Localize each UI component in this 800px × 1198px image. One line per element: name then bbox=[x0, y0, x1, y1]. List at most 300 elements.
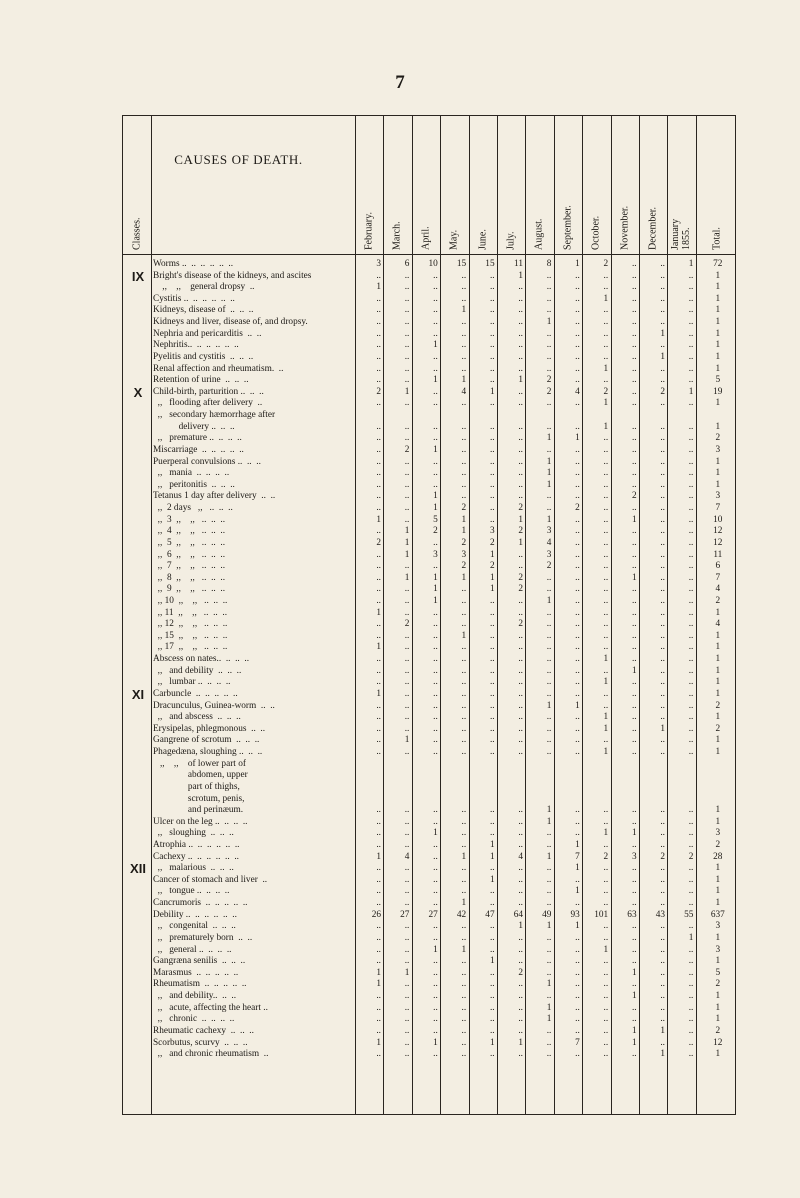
month-count: .. bbox=[688, 1002, 694, 1013]
month-count: .. bbox=[631, 747, 637, 758]
cause-of-death: ,, 9 ,, ,, .. .. .. bbox=[153, 584, 226, 595]
month-count: .. bbox=[688, 351, 694, 362]
cause-of-death: ,, prematurely born .. .. bbox=[153, 932, 253, 943]
row-total: 3 bbox=[715, 921, 721, 932]
month-count: .. bbox=[631, 363, 637, 374]
month-count: .. bbox=[489, 363, 495, 374]
month-count: 1 bbox=[603, 421, 609, 432]
month-count: .. bbox=[575, 479, 580, 490]
month-count: .. bbox=[404, 688, 410, 699]
row-total: 637 bbox=[710, 909, 725, 920]
month-count: .. bbox=[603, 886, 609, 897]
month-count: .. bbox=[660, 479, 665, 490]
month-count: 27 bbox=[428, 909, 438, 920]
month-count: .. bbox=[660, 421, 665, 432]
month-count: .. bbox=[603, 595, 609, 606]
row-total: 1 bbox=[715, 351, 721, 362]
month-count: .. bbox=[461, 468, 467, 479]
month-count: .. bbox=[603, 863, 609, 874]
month-count: .. bbox=[631, 386, 637, 397]
month-count: .. bbox=[433, 1014, 438, 1025]
month-count: .. bbox=[376, 840, 381, 850]
month-count: .. bbox=[546, 932, 552, 943]
month-count: .. bbox=[404, 840, 410, 850]
row-total: 1 bbox=[715, 421, 721, 432]
header-month: February. bbox=[363, 212, 375, 250]
month-count: 3 bbox=[631, 851, 637, 862]
month-count: .. bbox=[518, 386, 523, 397]
month-count: .. bbox=[376, 956, 381, 967]
month-count: .. bbox=[404, 723, 410, 734]
table-row bbox=[123, 468, 735, 480]
row-total: 12 bbox=[713, 537, 723, 548]
month-count: .. bbox=[575, 712, 580, 723]
month-count: .. bbox=[404, 317, 410, 328]
month-count: .. bbox=[631, 456, 637, 467]
month-count: .. bbox=[404, 1002, 410, 1013]
row-total: 1 bbox=[715, 282, 721, 293]
row-total: 1 bbox=[715, 468, 721, 479]
month-count: .. bbox=[404, 421, 410, 432]
month-count: .. bbox=[575, 688, 580, 699]
month-count: .. bbox=[660, 874, 665, 885]
cause-of-death: ,, 2 days ,, .. .. .. bbox=[153, 503, 233, 514]
month-count: 4 bbox=[546, 537, 552, 548]
cause-of-death: Atrophia .. .. .. .. .. .. bbox=[153, 840, 240, 850]
table-row bbox=[123, 305, 735, 317]
month-count: .. bbox=[433, 619, 438, 630]
month-count: .. bbox=[518, 677, 523, 688]
month-count: .. bbox=[688, 433, 694, 444]
row-total: 2 bbox=[715, 979, 721, 990]
month-count: .. bbox=[376, 549, 381, 560]
month-count: .. bbox=[433, 479, 438, 490]
month-count: .. bbox=[575, 630, 580, 641]
month-count: .. bbox=[489, 828, 495, 839]
month-count: .. bbox=[688, 840, 694, 850]
month-count: .. bbox=[518, 944, 523, 955]
month-count: .. bbox=[546, 1037, 552, 1048]
month-count: .. bbox=[546, 305, 552, 316]
month-count: .. bbox=[660, 595, 665, 606]
month-count: 1 bbox=[489, 851, 495, 862]
month-count: .. bbox=[546, 898, 552, 909]
month-count: 1 bbox=[546, 1014, 552, 1025]
row-total: 1 bbox=[715, 816, 721, 827]
month-count: 2 bbox=[631, 491, 637, 502]
month-count: .. bbox=[575, 317, 580, 328]
month-count: .. bbox=[546, 293, 552, 304]
month-count: 1 bbox=[631, 1025, 637, 1036]
cause-of-death: ,, 15 ,, ,, .. .. .. bbox=[153, 630, 228, 641]
table-row bbox=[123, 945, 735, 957]
month-count: .. bbox=[376, 932, 381, 943]
month-count: 1 bbox=[603, 677, 609, 688]
month-count: .. bbox=[461, 607, 467, 618]
cause-of-death: Abscess on nates.. .. .. .. bbox=[153, 654, 250, 665]
cause-of-death: ,, and chronic rheumatism .. bbox=[153, 1049, 269, 1060]
month-count: .. bbox=[660, 317, 665, 328]
month-count: .. bbox=[433, 654, 438, 665]
month-count: 1 bbox=[433, 595, 438, 606]
cause-of-death: Erysipelas, phlegmonous .. .. bbox=[153, 723, 266, 734]
table-row bbox=[123, 840, 735, 852]
month-count: .. bbox=[489, 863, 495, 874]
month-count: .. bbox=[688, 991, 694, 1002]
month-count: .. bbox=[660, 537, 665, 548]
month-count: .. bbox=[461, 398, 467, 409]
month-count: 1 bbox=[546, 700, 552, 711]
month-count: .. bbox=[660, 549, 665, 560]
month-count: .. bbox=[546, 503, 552, 514]
month-count: .. bbox=[546, 328, 552, 339]
month-count: 2 bbox=[546, 386, 552, 397]
header-month: September. bbox=[562, 205, 574, 250]
month-count: 1 bbox=[546, 595, 552, 606]
table-row bbox=[123, 968, 735, 980]
month-count: .. bbox=[660, 642, 665, 653]
row-total: 3 bbox=[715, 444, 721, 455]
month-count: .. bbox=[575, 514, 580, 525]
month-count: .. bbox=[575, 351, 580, 362]
month-count: .. bbox=[404, 700, 410, 711]
month-count: .. bbox=[376, 630, 381, 641]
month-count: .. bbox=[603, 503, 609, 514]
month-count: .. bbox=[575, 340, 580, 351]
month-count: .. bbox=[404, 747, 410, 758]
cause-of-death: Cystitis .. .. .. .. .. .. bbox=[153, 293, 235, 304]
month-count: .. bbox=[688, 921, 694, 932]
month-count: .. bbox=[518, 735, 523, 746]
month-count: 2 bbox=[688, 851, 694, 862]
month-count: .. bbox=[603, 816, 609, 827]
month-count: .. bbox=[631, 735, 637, 746]
month-count: .. bbox=[660, 654, 665, 665]
cause-of-death: Bright's disease of the kidneys, and ascites bbox=[153, 270, 312, 281]
month-count: .. bbox=[404, 1025, 410, 1036]
month-count: .. bbox=[688, 677, 694, 688]
month-count: .. bbox=[688, 503, 694, 514]
header-classes: Classes. bbox=[131, 217, 143, 250]
cause-of-death: Puerperal convulsions .. .. .. bbox=[153, 456, 261, 467]
month-count: .. bbox=[688, 688, 694, 699]
month-count: .. bbox=[575, 805, 580, 816]
month-count: .. bbox=[546, 886, 552, 897]
month-count: .. bbox=[688, 654, 694, 665]
month-count: .. bbox=[518, 595, 523, 606]
row-total: 4 bbox=[715, 584, 721, 595]
month-count: .. bbox=[518, 642, 523, 653]
month-count: 15 bbox=[485, 259, 495, 269]
month-count: .. bbox=[518, 688, 523, 699]
month-count: .. bbox=[404, 514, 410, 525]
cause-of-death: ,, chronic .. .. .. .. bbox=[153, 1014, 235, 1025]
month-count: .. bbox=[461, 595, 467, 606]
month-count: .. bbox=[433, 967, 438, 978]
month-count: .. bbox=[518, 561, 523, 572]
month-count: .. bbox=[489, 816, 495, 827]
month-count: 1 bbox=[603, 712, 609, 723]
month-count: .. bbox=[433, 386, 438, 397]
month-count: .. bbox=[688, 468, 694, 479]
month-count: 3 bbox=[489, 526, 495, 537]
month-count: .. bbox=[688, 828, 694, 839]
month-count: .. bbox=[631, 317, 637, 328]
month-count: 2 bbox=[518, 619, 523, 630]
row-total: 1 bbox=[715, 956, 721, 967]
table-row bbox=[123, 515, 735, 527]
month-count: .. bbox=[461, 1037, 467, 1048]
table-row bbox=[123, 863, 735, 875]
month-count: .. bbox=[489, 340, 495, 351]
month-count: .. bbox=[688, 735, 694, 746]
cause-of-death: Child-birth, parturition .. .. .. bbox=[153, 386, 264, 397]
month-count: .. bbox=[575, 282, 580, 293]
month-count: .. bbox=[404, 1049, 410, 1060]
month-count: 1 bbox=[631, 665, 637, 676]
month-count: .. bbox=[660, 607, 665, 618]
month-count: 1 bbox=[461, 898, 467, 909]
month-count: .. bbox=[631, 805, 637, 816]
month-count: .. bbox=[518, 398, 523, 409]
month-count: .. bbox=[404, 398, 410, 409]
month-count: .. bbox=[376, 735, 381, 746]
table-row bbox=[123, 422, 735, 434]
month-count: .. bbox=[575, 363, 580, 374]
month-count: .. bbox=[575, 619, 580, 630]
month-count: 1 bbox=[575, 700, 580, 711]
month-count: .. bbox=[631, 526, 637, 537]
month-count: 101 bbox=[594, 909, 609, 920]
cause-of-death: Kidneys and liver, disease of, and dropsy. bbox=[153, 317, 308, 328]
month-count: 1 bbox=[376, 607, 381, 618]
month-count: 4 bbox=[518, 851, 523, 862]
row-total: 1 bbox=[715, 317, 721, 328]
row-total: 6 bbox=[715, 561, 721, 572]
row-total: 7 bbox=[715, 503, 721, 514]
month-count: .. bbox=[660, 584, 665, 595]
month-count: .. bbox=[575, 1002, 580, 1013]
month-count: .. bbox=[518, 1002, 523, 1013]
month-count: .. bbox=[461, 723, 467, 734]
month-count: .. bbox=[603, 735, 609, 746]
month-count: .. bbox=[688, 619, 694, 630]
month-count: .. bbox=[631, 863, 637, 874]
month-count: .. bbox=[404, 642, 410, 653]
month-count: 1 bbox=[546, 317, 552, 328]
row-total: 1 bbox=[715, 874, 721, 885]
month-count: .. bbox=[575, 654, 580, 665]
month-count: .. bbox=[631, 328, 637, 339]
month-count: .. bbox=[376, 1025, 381, 1036]
month-count: .. bbox=[376, 712, 381, 723]
month-count: .. bbox=[518, 421, 523, 432]
table-row bbox=[123, 712, 735, 724]
month-count: .. bbox=[376, 433, 381, 444]
month-count: .. bbox=[376, 421, 381, 432]
month-count: .. bbox=[546, 282, 552, 293]
month-count: .. bbox=[489, 677, 495, 688]
month-count: .. bbox=[404, 828, 410, 839]
month-count: 10 bbox=[428, 259, 438, 269]
month-count: .. bbox=[575, 456, 580, 467]
month-count: .. bbox=[433, 863, 438, 874]
month-count: .. bbox=[631, 886, 637, 897]
row-total: 1 bbox=[715, 677, 721, 688]
month-count: 1 bbox=[404, 735, 410, 746]
month-count: .. bbox=[575, 305, 580, 316]
month-count: .. bbox=[433, 421, 438, 432]
month-count: .. bbox=[489, 642, 495, 653]
table-row bbox=[123, 770, 735, 782]
month-count: .. bbox=[433, 282, 438, 293]
month-count: .. bbox=[404, 607, 410, 618]
month-count: .. bbox=[461, 340, 467, 351]
month-count: .. bbox=[376, 456, 381, 467]
month-count: .. bbox=[688, 270, 694, 281]
month-count: .. bbox=[376, 503, 381, 514]
month-count: .. bbox=[575, 375, 580, 386]
month-count: 1 bbox=[489, 549, 495, 560]
month-count: .. bbox=[518, 479, 523, 490]
month-count: 2 bbox=[376, 386, 381, 397]
month-count: .. bbox=[603, 305, 609, 316]
month-count: .. bbox=[518, 828, 523, 839]
month-count: 2 bbox=[489, 537, 495, 548]
month-count: .. bbox=[489, 805, 495, 816]
month-count: 2 bbox=[461, 503, 467, 514]
month-count: .. bbox=[575, 665, 580, 676]
month-count: .. bbox=[688, 1049, 694, 1060]
month-count: .. bbox=[489, 1002, 495, 1013]
month-count: .. bbox=[489, 688, 495, 699]
month-count: .. bbox=[688, 421, 694, 432]
month-count: .. bbox=[631, 270, 637, 281]
table-row bbox=[123, 735, 735, 747]
month-count: .. bbox=[433, 317, 438, 328]
month-count: .. bbox=[688, 305, 694, 316]
month-count: .. bbox=[518, 665, 523, 676]
month-count: .. bbox=[489, 293, 495, 304]
cause-of-death: ,, peritonitis .. .. .. bbox=[153, 479, 235, 490]
table-row bbox=[123, 875, 735, 887]
month-count: .. bbox=[489, 630, 495, 641]
row-total: 1 bbox=[715, 747, 721, 758]
month-count: .. bbox=[489, 317, 495, 328]
month-count: 1 bbox=[518, 514, 523, 525]
month-count: 1 bbox=[546, 1002, 552, 1013]
table-row bbox=[123, 384, 735, 400]
month-count: .. bbox=[461, 712, 467, 723]
month-count: .. bbox=[631, 503, 637, 514]
table-row bbox=[123, 433, 735, 445]
month-count: 2 bbox=[376, 537, 381, 548]
cause-of-death: ,, and debility .. .. .. bbox=[153, 665, 242, 676]
cause-of-death: Dracunculus, Guinea-worm .. .. bbox=[153, 700, 275, 711]
month-count: .. bbox=[461, 479, 467, 490]
month-count: .. bbox=[631, 874, 637, 885]
month-count: .. bbox=[603, 700, 609, 711]
month-count: .. bbox=[688, 898, 694, 909]
table-row bbox=[123, 631, 735, 643]
month-count: .. bbox=[575, 421, 580, 432]
mortality-table bbox=[122, 115, 736, 1115]
month-count: .. bbox=[631, 932, 637, 943]
row-total: 3 bbox=[715, 944, 721, 955]
row-total: 12 bbox=[713, 1037, 723, 1048]
month-count: .. bbox=[631, 375, 637, 386]
table-row bbox=[123, 608, 735, 620]
month-count: .. bbox=[688, 479, 694, 490]
month-count: .. bbox=[631, 305, 637, 316]
month-count: .. bbox=[688, 642, 694, 653]
table-row bbox=[123, 375, 735, 387]
month-count: 1 bbox=[631, 991, 637, 1002]
month-count: .. bbox=[404, 630, 410, 641]
month-count: .. bbox=[688, 363, 694, 374]
month-count: .. bbox=[603, 1014, 609, 1025]
row-total: 1 bbox=[715, 363, 721, 374]
month-count: .. bbox=[376, 863, 381, 874]
month-count: .. bbox=[688, 956, 694, 967]
month-count: .. bbox=[603, 561, 609, 572]
month-count: .. bbox=[376, 816, 381, 827]
table-row bbox=[123, 677, 735, 689]
table-row bbox=[123, 573, 735, 585]
table-row bbox=[123, 259, 735, 271]
month-count: .. bbox=[433, 979, 438, 990]
month-count: 2 bbox=[546, 375, 552, 386]
month-count: .. bbox=[660, 898, 665, 909]
month-count: .. bbox=[575, 956, 580, 967]
month-count: 1 bbox=[433, 340, 438, 351]
month-count: .. bbox=[603, 270, 609, 281]
month-count: .. bbox=[461, 816, 467, 827]
month-count: .. bbox=[631, 944, 637, 955]
month-count: .. bbox=[575, 816, 580, 827]
table-row bbox=[123, 282, 735, 294]
month-count: .. bbox=[404, 468, 410, 479]
month-count: .. bbox=[489, 514, 495, 525]
month-count: 1 bbox=[603, 723, 609, 734]
month-count: .. bbox=[489, 305, 495, 316]
month-count: 1 bbox=[546, 456, 552, 467]
cause-of-death: Carbuncle .. .. .. .. .. bbox=[153, 688, 238, 699]
month-count: 47 bbox=[485, 909, 495, 920]
month-count: .. bbox=[688, 712, 694, 723]
row-total: 3 bbox=[715, 491, 721, 502]
month-count: .. bbox=[404, 712, 410, 723]
month-count: 1 bbox=[546, 851, 552, 862]
month-count: .. bbox=[404, 363, 410, 374]
month-count: .. bbox=[631, 1049, 637, 1060]
month-count: .. bbox=[489, 433, 495, 444]
row-total: 1 bbox=[715, 630, 721, 641]
row-total: 4 bbox=[715, 619, 721, 630]
cause-of-death: Worms .. .. .. .. .. .. bbox=[153, 259, 234, 269]
month-count: .. bbox=[404, 956, 410, 967]
table-row bbox=[123, 550, 735, 562]
month-count: .. bbox=[433, 816, 438, 827]
month-count: 1 bbox=[546, 816, 552, 827]
month-count: 1 bbox=[433, 584, 438, 595]
cause-of-death: ,, and abscess .. .. .. bbox=[153, 712, 241, 723]
month-count: .. bbox=[688, 816, 694, 827]
table-row bbox=[123, 794, 735, 806]
month-count: .. bbox=[660, 805, 665, 816]
month-count: .. bbox=[546, 351, 552, 362]
month-count: .. bbox=[404, 270, 410, 281]
